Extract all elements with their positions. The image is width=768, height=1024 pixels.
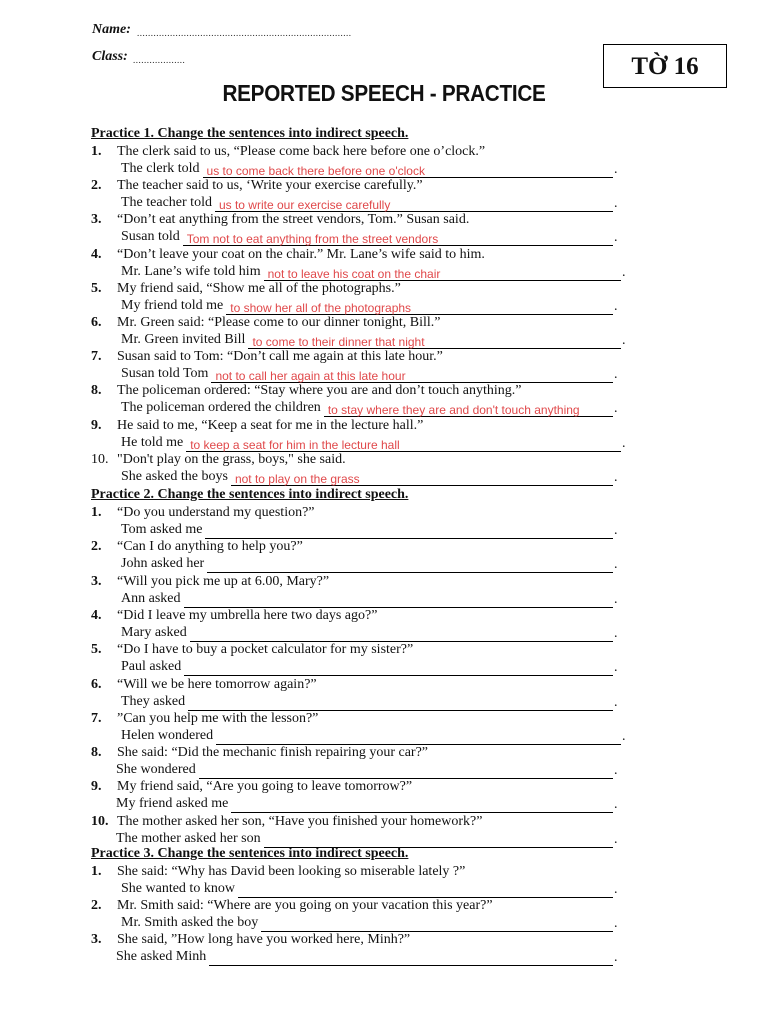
question-text: Mr. Smith said: “Where are you going on your vacation this year?” [117,898,493,914]
question-text: The teacher said to us, ‘Write your exercise carefully.” [117,178,423,194]
question-text: ”Can you help me with the lesson?” [117,710,319,726]
name-label: Name: [92,22,131,37]
question-text: “Do I have to buy a pocket calculator for my sister?” [117,642,414,658]
end-period: . [614,882,618,897]
end-period: . [614,230,618,246]
end-period: . [622,333,626,348]
question-number: 10. [91,451,109,467]
answer-prefix: Susan told Tom [121,366,209,382]
question-number: 3. [91,212,102,228]
answer-prefix: Mr. Green invited Bill [121,332,246,347]
answer-blank[interactable] [186,435,621,452]
question-number: 9. [91,779,102,795]
answer-prefix: She wanted to know [121,881,235,896]
answer-blank[interactable] [207,556,613,573]
answer-prefix: The policeman ordered the children [121,400,321,416]
answer-blank[interactable] [183,229,613,246]
end-period: . [614,469,618,485]
answer-blank[interactable] [216,728,621,745]
end-period: . [614,557,618,573]
answer-prefix: Ann asked [121,590,181,606]
handwritten-answer: not to leave his coat on the chair [267,266,441,281]
question-number: 6. [91,676,102,692]
end-period: . [614,625,618,641]
question-text: “Don’t leave your coat on the chair.” Mr. Lane’s wife said to him. [117,246,485,262]
handwritten-answer: not to play on the grass [234,471,360,486]
name-field[interactable]: .............................................................................. [137,28,352,38]
page-title: REPORTED SPEECH - PRACTICE [222,80,546,106]
handwritten-answer: us to write our exercise carefully [218,198,391,213]
question-number: 1. [91,144,102,159]
handwritten-answer: to come to their dinner that night [252,335,425,349]
answer-prefix: She asked Minh [116,949,207,965]
question-text: My friend said, “Are you going to leave tomorrow?” [117,779,413,795]
answer-prefix: John asked her [121,556,205,572]
question-number: 3. [91,932,102,948]
answer-prefix: Paul asked [121,659,182,675]
answer-prefix: Mr. Lane’s wife told him [121,263,261,279]
end-period: . [614,591,618,607]
sheet-code-box: TỜ 16 [603,44,727,88]
question-text: The policeman ordered: “Stay where you are and don’t touch anything.” [117,383,522,399]
answer-prefix: Tom asked me [121,522,203,537]
answer-blank[interactable] [184,591,614,608]
end-period: . [614,660,618,676]
question-number: 7. [91,349,102,365]
handwritten-answer: to show her all of the photographs [230,300,412,315]
answer-prefix: The clerk told [121,161,200,176]
question-text: “Will we be here tomorrow again?” [117,676,317,692]
question-number: 6. [91,315,102,330]
question-text: She said: “Did the mechanic finish repairing your car?” [117,745,428,761]
question-number: 4. [91,246,102,262]
handwritten-answer: us to come back there before one o'clock [206,164,425,178]
answer-prefix: Mr. Smith asked the boy [121,915,259,931]
question-number: 3. [91,573,102,589]
answer-blank[interactable] [190,625,613,642]
question-number: 8. [91,383,102,399]
handwritten-answer: to stay where they are and don't touch anything [327,403,580,418]
handwritten-answer: to keep a seat for him in the lecture hall [190,437,400,452]
end-period: . [614,196,618,212]
question-number: 2. [91,898,102,914]
class-label: Class: [92,49,128,64]
answer-blank[interactable] [211,366,613,383]
question-number: 5. [91,280,102,296]
handwritten-answer: Tom not to eat anything from the street vendors [186,232,439,247]
question-number: 2. [91,178,102,194]
question-number: 5. [91,642,102,658]
end-period: . [614,950,618,966]
answer-blank[interactable] [324,400,613,417]
question-text: The clerk said to us, “Please come back here before one o’clock.” [117,144,486,159]
answer-blank[interactable] [199,762,613,779]
question-text: “Do you understand my question?” [117,505,315,520]
question-text: He said to me, “Keep a seat for me in the lecture hall.” [117,417,424,433]
end-period: . [614,797,618,813]
question-text: “Don’t eat anything from the street vendors, Tom.” Susan said. [117,212,470,228]
question-text: My friend said, “Show me all of the photographs.” [117,280,401,296]
end-period: . [614,367,618,383]
answer-prefix: Susan told [121,229,180,245]
class-field[interactable]: ................... [133,55,186,65]
end-period: . [614,401,618,417]
question-text: "Don't play on the grass, boys," she said. [117,451,346,467]
end-period: . [614,298,618,314]
end-period: . [622,728,626,744]
question-text: The mother asked her son, “Have you finished your homework?” [117,813,483,829]
answer-blank[interactable] [264,264,621,281]
answer-prefix: They asked [121,693,186,709]
answer-prefix: She asked the boys [121,468,228,484]
answer-blank[interactable] [188,694,613,711]
question-number: 9. [91,417,102,433]
handwritten-answer: not to call her again at this late hour [215,369,406,384]
question-number: 7. [91,710,102,726]
end-period: . [614,763,618,779]
answer-prefix: She wondered [116,762,196,778]
answer-prefix: Helen wondered [121,727,214,743]
answer-prefix: He told me [121,434,184,450]
end-period: . [614,162,618,177]
question-text: Susan said to Tom: “Don’t call me again at this late hour.” [117,349,443,365]
answer-blank[interactable] [205,522,613,539]
question-number: 8. [91,745,102,761]
answer-blank[interactable] [209,949,613,966]
end-period: . [622,435,626,451]
practice2-heading: Practice 2. Change the sentences into indirect speech. [91,487,409,502]
answer-blank[interactable] [203,161,613,178]
question-number: 2. [91,539,102,555]
question-text: She said: “Why has David been looking so miserable lately ?” [117,864,466,879]
answer-prefix: My friend told me [121,297,224,313]
question-text: “Can I do anything to help you?” [117,539,303,555]
answer-prefix: Mary asked [121,624,187,640]
answer-blank[interactable] [238,881,613,898]
question-text: “Will you pick me up at 6.00, Mary?” [117,573,330,589]
question-text: She said, ”How long have you worked here, Minh?” [117,932,411,948]
answer-blank[interactable] [231,469,613,486]
answer-prefix: The teacher told [121,195,212,211]
end-period: . [614,523,618,538]
answer-blank[interactable] [215,195,613,212]
question-text: Mr. Green said: “Please come to our dinner tonight, Bill.” [117,315,441,330]
question-text: “Did I leave my umbrella here two days ago?” [117,607,378,623]
answer-blank[interactable] [184,659,613,676]
answer-blank[interactable] [226,298,613,315]
end-period: . [622,264,626,280]
question-number: 1. [91,864,102,879]
end-period: . [614,916,618,932]
answer-blank[interactable] [248,332,621,349]
practice3-heading: Practice 3. Change the sentences into indirect speech. [91,846,409,861]
practice1-heading: Practice 1. Change the sentences into indirect speech. [91,126,409,141]
question-number: 10. [91,813,109,829]
question-number: 1. [91,505,102,520]
answer-prefix: The mother asked her son [116,830,261,846]
answer-blank[interactable] [231,796,613,813]
question-number: 4. [91,607,102,623]
end-period: . [614,831,618,847]
end-period: . [614,694,618,710]
answer-blank[interactable] [261,915,613,932]
answer-prefix: My friend asked me [116,796,229,812]
